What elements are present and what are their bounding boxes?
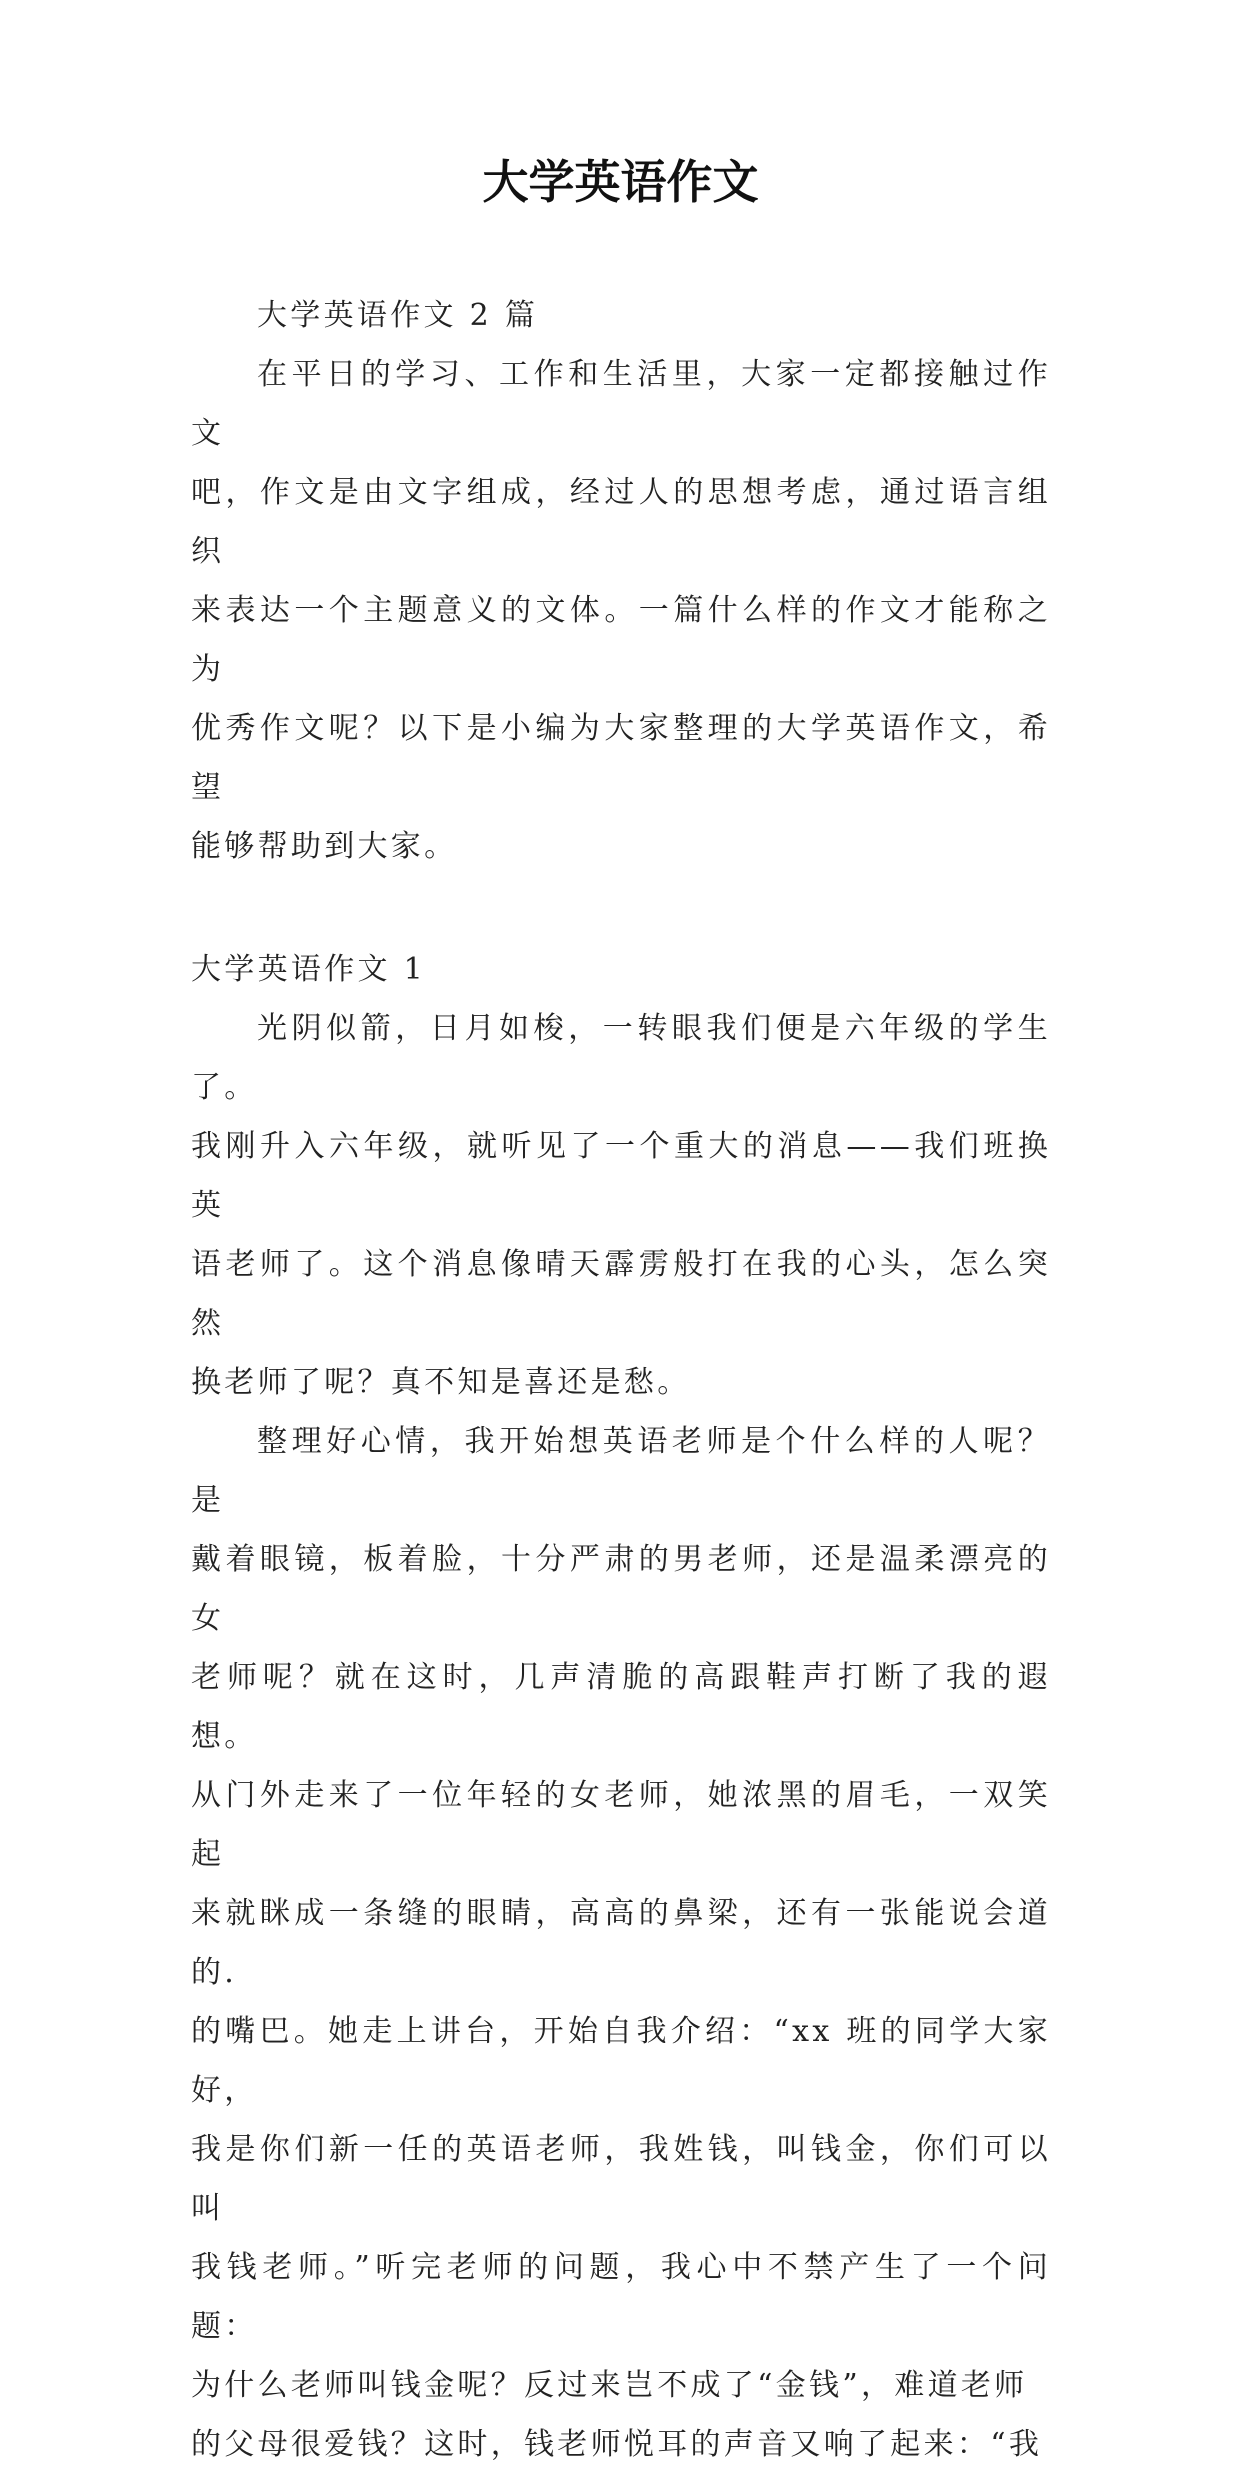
section-gap — [191, 876, 1051, 940]
body-paragraph: 整理好心情，我开始想英语老师是个什么样的人呢？是 戴着眼镜，板着脸，十分严肃的男老师，还是温柔漂亮的女 老师呢？就在这时，几声清脆的高跟鞋声打断了我的遐想。 从门外走来了一位年轻的女老师，她浓黑的眉毛，一双笑起 来就眯成一条缝的眼睛，高高的鼻梁，还有一张能说会道的. 的嘴巴。她走上讲台，开始自我介绍：“xx 班的同学大家好， 我是你们新一任的英语老师，我姓钱，叫钱金，你们可以叫 我钱老师。”听完老师的问题，我心中不禁产生了一个问题： 为什么老师叫钱金呢？反过来岂不成了“金钱”，难道老师 的父母很爱钱？这时，钱老师悦耳的声音又响了起来：“我 — [191, 1424, 1051, 2462]
document-subtitle: 大学英语作文 2 篇 — [257, 298, 539, 333]
document-title: 大学英语作文 — [482, 155, 759, 209]
body-paragraph: 光阴似箭，日月如梭，一转眼我们便是六年级的学生了。 我刚升入六年级，就听见了一个重大的消息——我们班换英 语老师了。这个消息像晴天霹雳般打在我的心头，怎么突然 换老师了呢？真不知是喜还是愁。 — [191, 1011, 1051, 1400]
section-heading: 大学英语作文 1 — [191, 952, 427, 987]
document-body — [191, 286, 1051, 2474]
intro-paragraph: 在平日的学习、工作和生活里，大家一定都接触过作文 吧，作文是由文字组成，经过人的思想考虑，通过语言组织 来表达一个主题意义的文体。一篇什么样的作文才能称之为 优秀作文呢？以下是小编为大家整理的大学英语作文，希望 能够帮助到大家。 — [191, 357, 1051, 864]
